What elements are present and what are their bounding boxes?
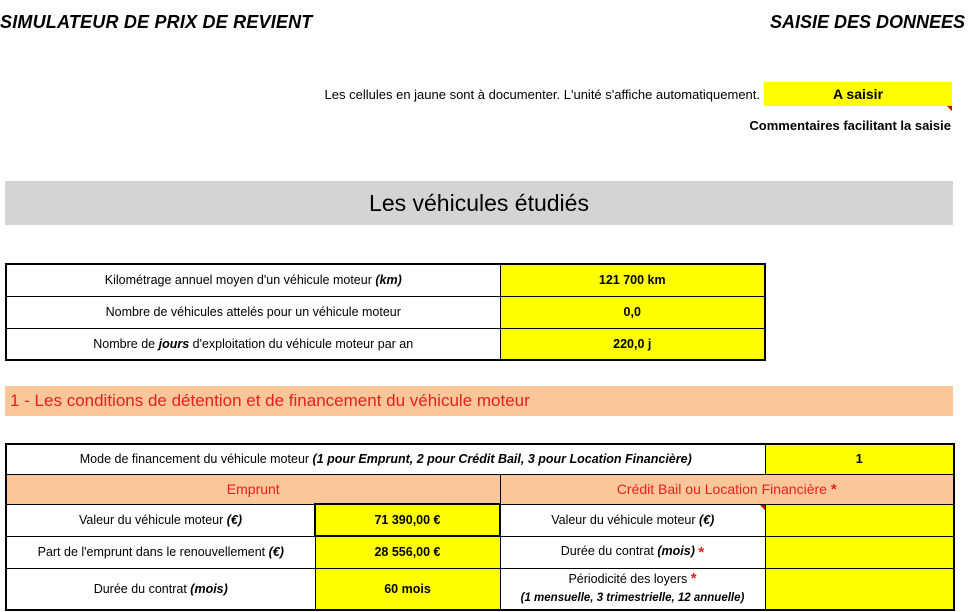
sheet-title: SAISIE DES DONNEES xyxy=(769,12,965,32)
comments-label: Commentaires facilitant la saisie xyxy=(749,118,951,133)
instructions-text: Les cellules en jaune sont à documenter. L'unité s'affiche automatiquement. xyxy=(324,87,760,102)
rent-periodicity-label: Périodicité des loyers * (1 mensuelle, 3 trimestrielle, 12 annuelle) xyxy=(500,568,765,610)
financing-section-title: 1 - Les conditions de détention et de financement du véhicule moteur xyxy=(5,386,953,416)
financing-table xyxy=(5,443,955,611)
credit-duration-input[interactable] xyxy=(765,536,954,568)
sample-input-cell[interactable] xyxy=(764,82,952,106)
required-star: * xyxy=(690,570,697,588)
days-input[interactable]: 220,0 j xyxy=(500,328,765,360)
km-label: Kilométrage annuel moyen d'un véhicule moteur (km) xyxy=(6,264,500,296)
credit-value-input[interactable] xyxy=(765,504,954,536)
credit-value-label: Valeur du véhicule moteur (€) xyxy=(500,504,765,536)
table-row xyxy=(6,474,954,504)
table-row xyxy=(6,264,765,296)
loan-share-input[interactable]: 28 556,00 € xyxy=(315,536,500,568)
emprunt-header: Emprunt xyxy=(6,474,500,504)
mode-input[interactable]: 1 xyxy=(765,444,954,474)
vehicles-section-title: Les véhicules étudiés xyxy=(5,181,953,225)
table-row xyxy=(6,504,954,536)
attached-vehicles-label: Nombre de véhicules attelés pour un véhicule moteur xyxy=(6,296,500,328)
mode-label: Mode de financement du véhicule moteur (1 pour Emprunt, 2 pour Crédit Bail, 3 pour Location Financière) xyxy=(6,444,765,474)
comment-indicator-icon[interactable] xyxy=(760,505,765,510)
required-star: * xyxy=(830,480,837,498)
comment-indicator-icon[interactable] xyxy=(947,106,952,111)
table-row xyxy=(6,296,765,328)
days-label: Nombre de jours d'exploitation du véhicule moteur par an xyxy=(6,328,500,360)
rent-periodicity-input[interactable] xyxy=(765,568,954,610)
vehicles-table xyxy=(5,263,766,361)
table-row xyxy=(6,328,765,360)
emprunt-value-input[interactable]: 71 390,00 € xyxy=(315,504,500,536)
table-row xyxy=(6,444,954,474)
attached-vehicles-input[interactable]: 0,0 xyxy=(500,296,765,328)
emprunt-value-label: Valeur du véhicule moteur (€) xyxy=(6,504,315,536)
loan-share-label: Part de l'emprunt dans le renouvellement (€) xyxy=(6,536,315,568)
emprunt-duration-input[interactable]: 60 mois xyxy=(315,568,500,610)
credit-duration-label: Durée du contrat (mois) * xyxy=(500,536,765,568)
app-title: SIMULATEUR DE PRIX DE REVIENT xyxy=(0,12,313,32)
emprunt-duration-label: Durée du contrat (mois) xyxy=(6,568,315,610)
sample-input-label: A saisir xyxy=(832,86,884,102)
table-row xyxy=(6,536,954,568)
credit-header: Crédit Bail ou Location Financière * xyxy=(500,474,954,504)
table-row xyxy=(6,568,954,610)
km-input[interactable]: 121 700 km xyxy=(500,264,765,296)
required-star: * xyxy=(698,543,705,561)
